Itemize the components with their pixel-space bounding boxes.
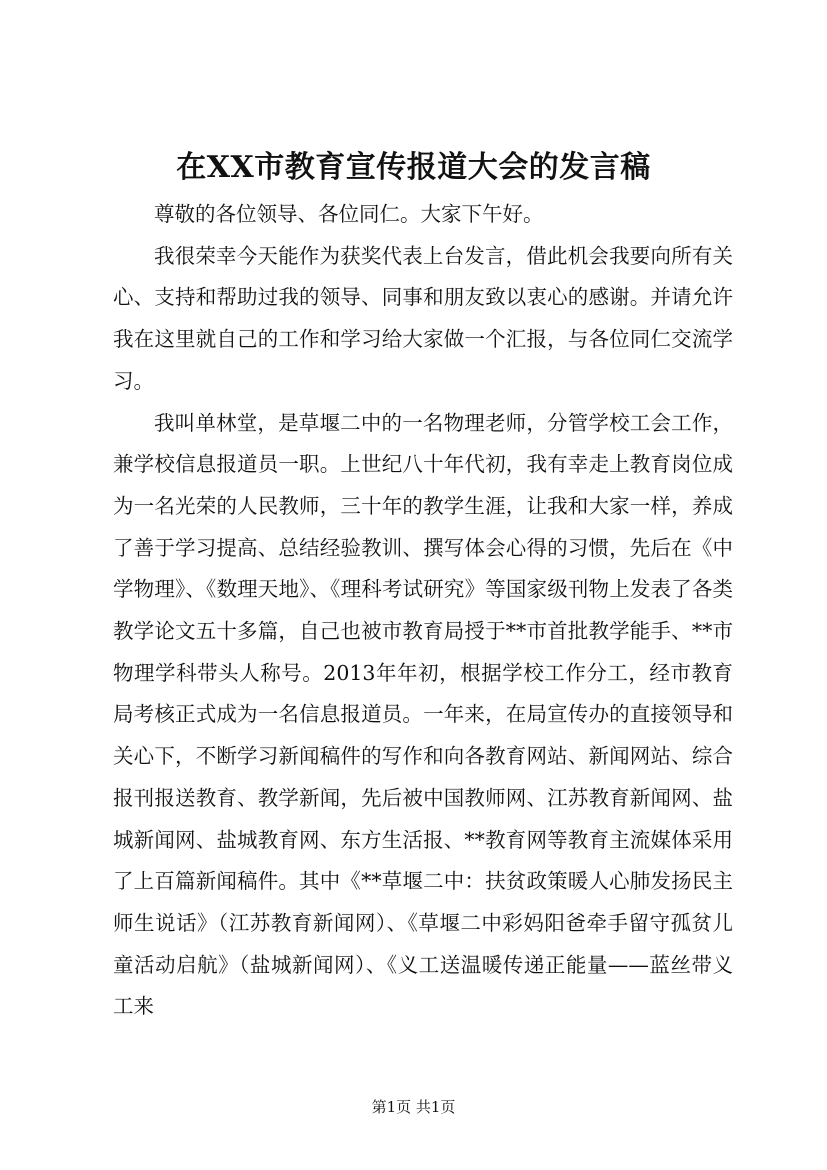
paragraph-thanks: 我很荣幸今天能作为获奖代表上台发言，借此机会我要向所有关心、支持和帮助过我的领导、同事和朋友致以衷心的感谢。并请允许我在这里就自己的工作和学习给大家做一个汇报，与各位同仁交流学习。	[113, 243, 733, 393]
document-body	[113, 194, 733, 1028]
paragraph-introduction: 我叫单林堂，是草堰二中的一名物理老师，分管学校工会工作，兼学校信息报道员一职。上世纪八十年代初，我有幸走上教育岗位成为一名光荣的人民教师，三十年的教学生涯，让我和大家一样，养成了善于学习提高、总结经验教训、撰写体会心得的习惯，先后在《中学物理》、《数理天地》、《理科考试研究》等国家级刊物上发表了各类教学论文五十多篇，自己也被市教育局授于**市首批教学能手、**市物理学科带头人称号。2013年年初，根据学校工作分工，经市教育局考核正式成为一名信息报道员。一年来，在局宣传办的直接领导和关心下，不断学习新闻稿件的写作和向各教育网站、新闻网站、综合报刊报送教育、教学新闻，先后被中国教师网、江苏教育新闻网、盐城新闻网、盐城教育网、东方生活报、**教育网等教育主流媒体采用了上百篇新闻稿件。其中《**草堰二中：扶贫政策暖人心肺发扬民主师生说话》（江苏教育新闻网）、《草堰二中彩妈阳爸牵手留守孤贫儿童活动启航》（盐城新闻网）、《义工送温暖传递正能量——蓝丝带义工来	[113, 410, 733, 1019]
page-footer: 第1页 共1页	[371, 1098, 456, 1116]
paragraph-greeting: 尊敬的各位领导、各位同仁。大家下午好。	[154, 202, 544, 226]
document-title: 在XX市教育宣传报道大会的发言稿	[176, 150, 651, 185]
